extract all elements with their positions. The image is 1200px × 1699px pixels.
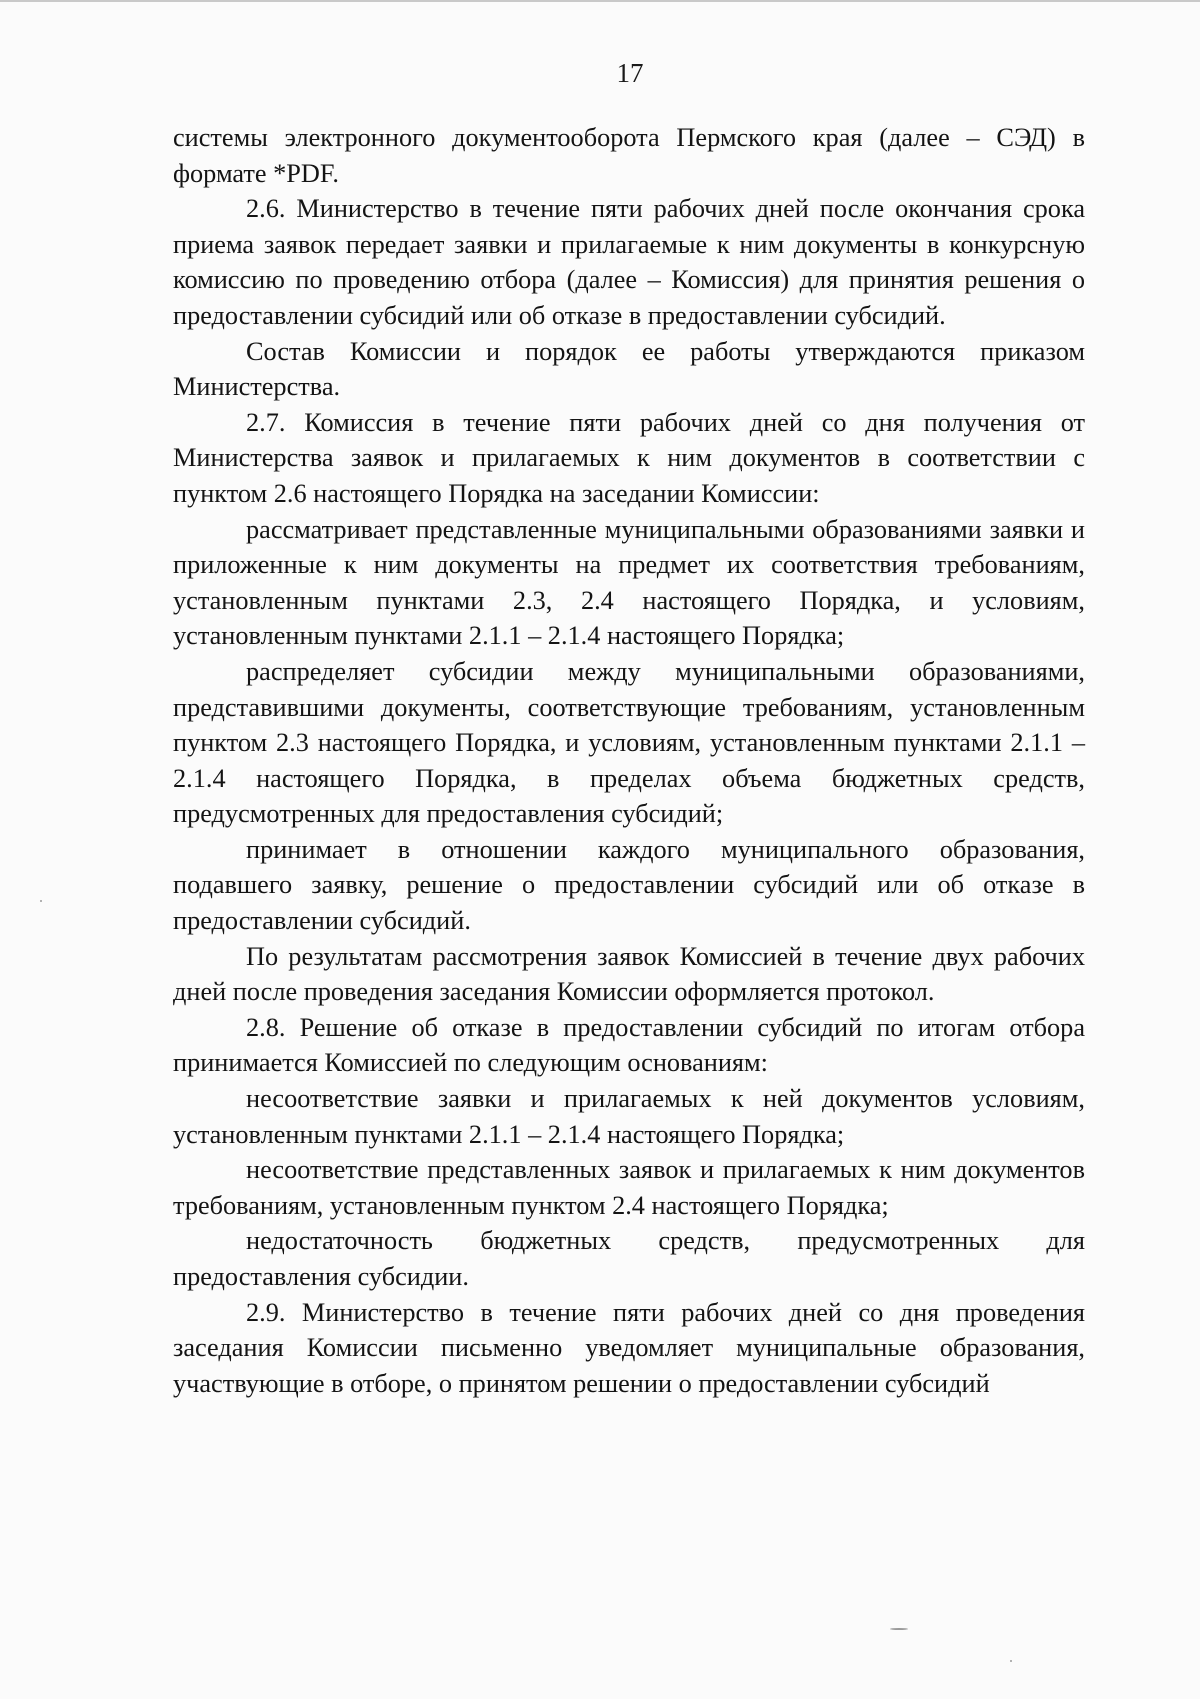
paragraph-2-8: 2.8. Решение об отказе в предоставлении субсидий по итогам отбора принимается Комиссией по следующим основаниям: bbox=[173, 1012, 1085, 1078]
scan-speck bbox=[1010, 1660, 1012, 1662]
paragraph-decides: принимает в отношении каждого муниципального образования, подавшего заявку, решение о предоставлении субсидий или об отказе в предоставлении субсидий. bbox=[173, 834, 1085, 936]
page-number: 17 bbox=[616, 58, 644, 88]
paragraph-refusal-ground-2: несоответствие представленных заявок и прилагаемых к ним документов требованиям, установленным пунктом 2.4 настоящего Порядка; bbox=[173, 1155, 1085, 1220]
paragraph-2-7: 2.7. Комиссия в течение пяти рабочих дней со дня получения от Министерства заявок и прилагаемых к ним документов в соответствии с пунктом 2.6 настоящего Порядка на заседании Комиссии: bbox=[173, 407, 1085, 508]
paragraph-continuation: системы электронного документооборота Пермского края (далее – СЭД) в формате *PDF. bbox=[173, 123, 1085, 188]
paragraph-2-9: 2.9. Министерство в течение пяти рабочих дней со дня проведения заседания Комиссии письменно уведомляет муниципальные образования, участвующие в отборе, о принятом решении о предоставлении субсидий bbox=[173, 1297, 1085, 1398]
paragraph-2-6: 2.6. Министерство в течение пяти рабочих дней после окончания срока приема заявок передает заявки и прилагаемые к ним документы в конкурсную комиссию по проведению отбора (далее – Комиссия) для принятия решения о предоставлении субсидий или об отказе в предоставлении субсидий. bbox=[173, 194, 1085, 330]
document-body bbox=[173, 120, 1085, 1401]
paragraph-refusal-ground-1: несоответствие заявки и прилагаемых к ней документов условиям, установленным пунктами 2.1.1 – 2.1.4 настоящего Порядка; bbox=[173, 1084, 1085, 1149]
paragraph-commission-composition: Состав Комиссии и порядок ее работы утверждаются приказом Министерства. bbox=[173, 336, 1085, 402]
scan-speck bbox=[40, 900, 42, 902]
paragraph-distributes: распределяет субсидии между муниципальными образованиями, представившими документы, соответствующие требованиям, установленным пунктом 2.3 настоящего Порядка, и условиям, установленным пунктами 2.1.1 – 2.1.4 настоящего Порядка, в пределах объема бюджетных средств, предусмотренных для предоставления субсидий; bbox=[173, 656, 1085, 829]
scan-top-edge bbox=[0, 0, 1200, 2]
paragraph-refusal-ground-3: недостаточность бюджетных средств, предусмотренных для предоставления субсидии. bbox=[173, 1226, 1085, 1291]
paragraph-protocol: По результатам рассмотрения заявок Комиссией в течение двух рабочих дней после проведения заседания Комиссии оформляется протокол. bbox=[173, 941, 1085, 1007]
scan-speck bbox=[890, 1628, 908, 1630]
paragraph-reviews: рассматривает представленные муниципальными образованиями заявки и приложенные к ним документы на предмет их соответствия требованиям, установленным пунктами 2.3, 2.4 настоящего Порядка, и условиям, установленным пунктами 2.1.1 – 2.1.4 настоящего Порядка; bbox=[173, 514, 1085, 651]
